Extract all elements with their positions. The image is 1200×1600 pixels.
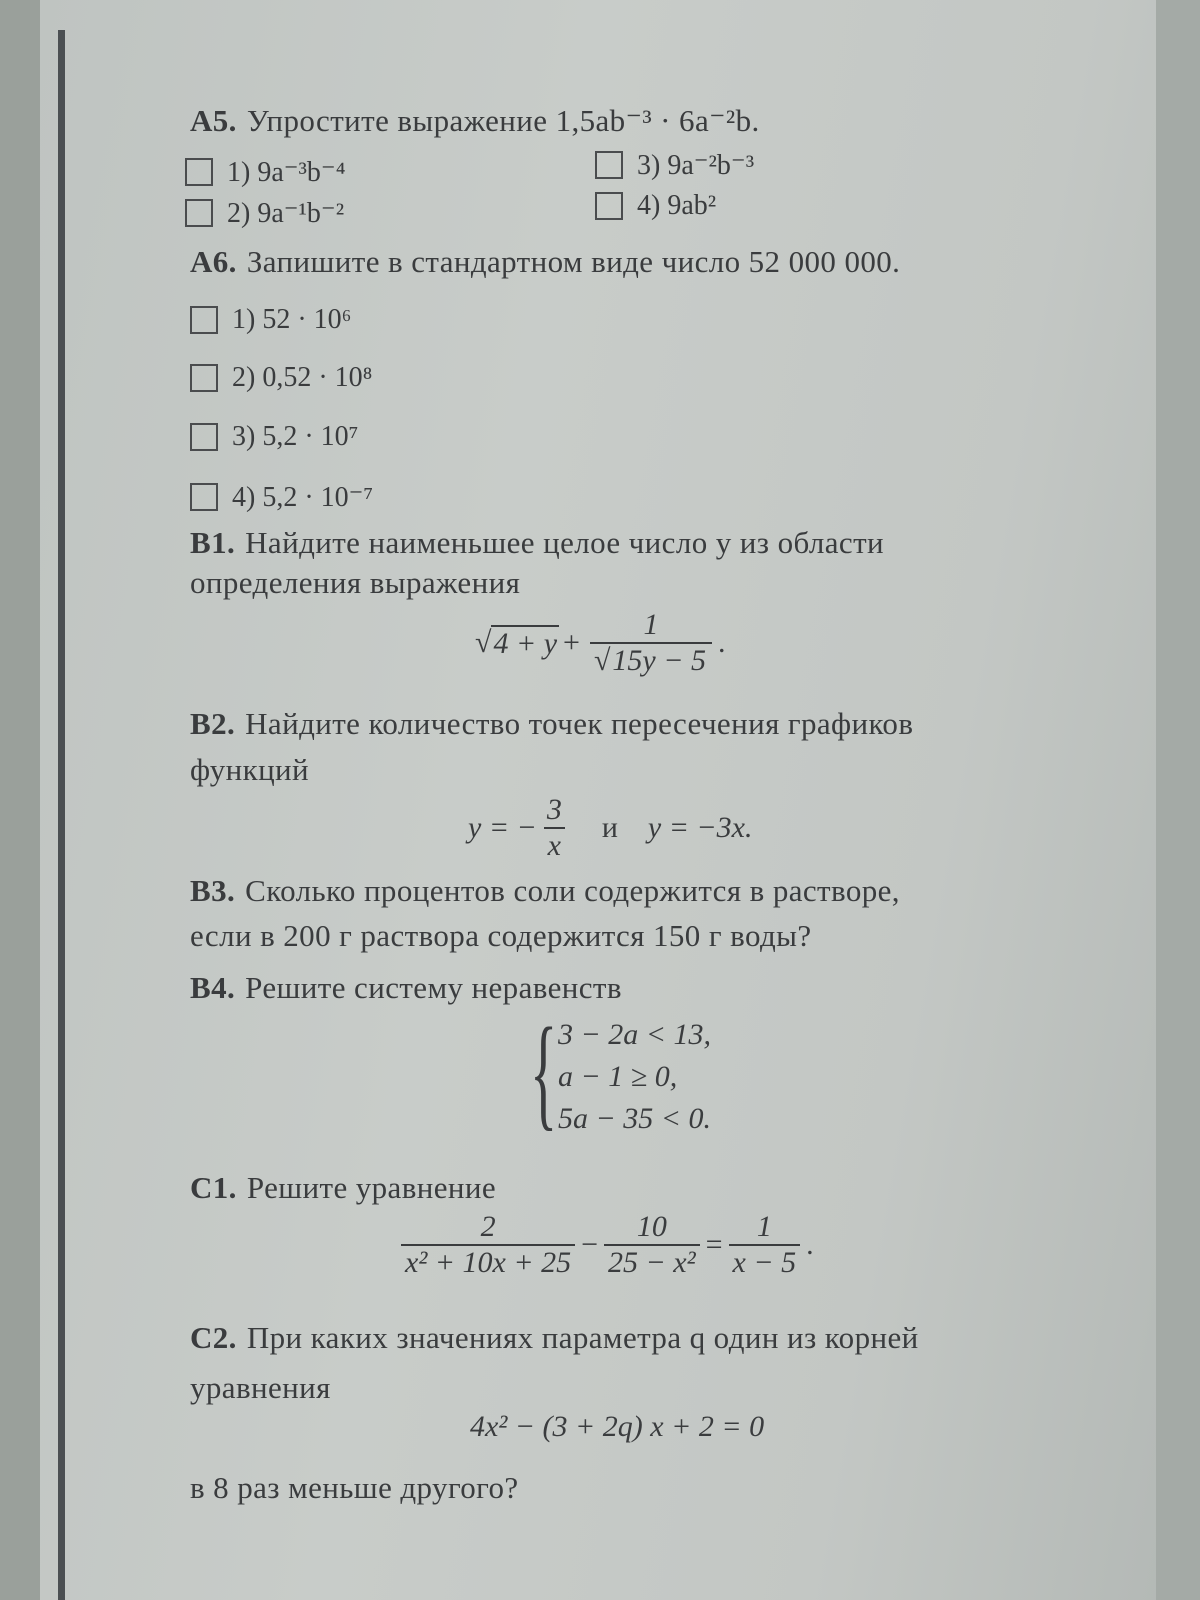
page-fold-shadow [58,30,65,1600]
b2-fraction [543,793,566,863]
b2-formula [468,793,753,863]
question-b3-line2: если в 200 г раствора содержится 150 г воды? [190,918,812,953]
option-label: 2) 0,52 · 10⁸ [232,362,373,393]
question-c2-line1: При каких значениях параметра q один из корней [246,1320,919,1355]
question-b2-line1: Найдите количество точек пересечения графиков [245,706,914,741]
page-edge [1156,0,1200,1600]
c1-equation [395,1210,814,1280]
question-c1-text: Решите уравнение [246,1170,497,1205]
denominator: x [544,827,565,863]
numerator: 10 [636,1210,667,1243]
question-c2-line3: в 8 раз меньше другого? [190,1470,519,1505]
denominator: 15y − 5 [612,644,706,677]
question-a6-label: А6. [190,244,237,279]
denominator: x² + 10x + 25 [401,1244,575,1280]
c1-fraction-2 [604,1210,700,1280]
question-b4-label: В4. [190,970,236,1005]
denominator: x − 5 [729,1244,801,1280]
minus-sign: − [581,1228,599,1261]
question-b3-label: В3. [190,873,236,908]
checkbox[interactable] [190,483,218,511]
question-a5-text: Упростите выражение 1,5ab⁻³ · 6a⁻²b. [246,103,760,138]
denominator: 25 − x² [604,1244,700,1280]
checkbox[interactable] [190,423,218,451]
option-label: 3) 5,2 · 10⁷ [232,421,359,452]
option-label: 3) 9a⁻²b⁻³ [637,150,755,181]
question-b4-text: Решите систему неравенств [245,970,622,1005]
question-b1 [190,525,884,561]
numerator: 1 [643,608,659,641]
numerator: 3 [546,793,562,826]
checkbox[interactable] [595,192,623,220]
checkbox[interactable] [185,158,213,186]
period: . [806,1228,814,1261]
question-a5 [190,103,760,139]
a6-option-3[interactable] [190,421,358,453]
plus-sign: + [563,626,580,659]
b2-lhs: y = − [468,811,537,844]
question-b3-line1: Сколько процентов соли содержится в растворе, [245,873,900,908]
question-b1-line2: определения выражения [190,565,521,600]
a6-option-4[interactable] [190,480,373,514]
question-a6 [190,244,900,280]
a6-option-2[interactable] [190,362,372,394]
b1-formula: √ 4 + y + $\frac{1}{√15y - 5}$ . [475,608,726,677]
a5-option-1[interactable] [185,155,345,189]
checkbox[interactable] [185,199,213,227]
question-b2-line2: функций [190,752,310,787]
inequality-row: 5a − 35 < 0. [558,1102,711,1135]
checkbox[interactable] [190,364,218,392]
question-c2-label: С2. [190,1320,237,1355]
question-b1-line1: Найдите наименьшее целое число y из области [245,525,885,560]
b1-sqrt: 4 + y [493,627,558,660]
checkbox[interactable] [190,306,218,334]
inequality-row: 3 − 2a < 13, [558,1018,711,1051]
question-c1-label: С1. [190,1170,237,1205]
question-a6-text: Запишите в стандартном виде число 52 000 000. [246,244,901,279]
option-label: 4) 5,2 · 10⁻⁷ [232,482,374,513]
a5-option-2[interactable] [185,196,344,230]
question-a5-label: А5. [190,103,237,138]
option-label: 4) 9ab² [637,190,717,221]
period: . [717,626,726,659]
a5-option-3[interactable] [595,148,754,182]
question-c1 [190,1170,496,1206]
question-b1-label: В1. [190,525,236,560]
question-b2-label: В2. [190,706,236,741]
numerator: 2 [480,1210,496,1243]
a6-option-1[interactable] [190,304,351,336]
option-label: 2) 9a⁻¹b⁻² [227,198,345,229]
question-c2-line2: уравнения [190,1370,331,1405]
numerator: 1 [756,1210,772,1243]
b1-fraction: $\frac{1}{√15y - 5}$ [590,608,712,678]
inequality-row: a − 1 ≥ 0, [558,1060,678,1093]
checkbox[interactable] [595,151,623,179]
option-label: 1) 52 · 10⁶ [232,304,352,335]
equals-sign: = [705,1228,723,1261]
b2-rhs: y = −3x. [647,811,753,844]
b2-and: и [601,811,618,844]
question-b4 [190,970,622,1006]
c1-fraction-3 [729,1210,801,1280]
option-label: 1) 9a⁻³b⁻⁴ [227,157,346,188]
question-b2 [190,706,913,742]
question-c2 [190,1320,919,1356]
system-brace: { [530,1003,558,1142]
a5-option-4[interactable] [595,190,716,222]
c1-fraction-1 [401,1210,575,1280]
c2-equation: 4x² − (3 + 2q) x + 2 = 0 [470,1410,765,1443]
question-b3 [190,873,900,909]
